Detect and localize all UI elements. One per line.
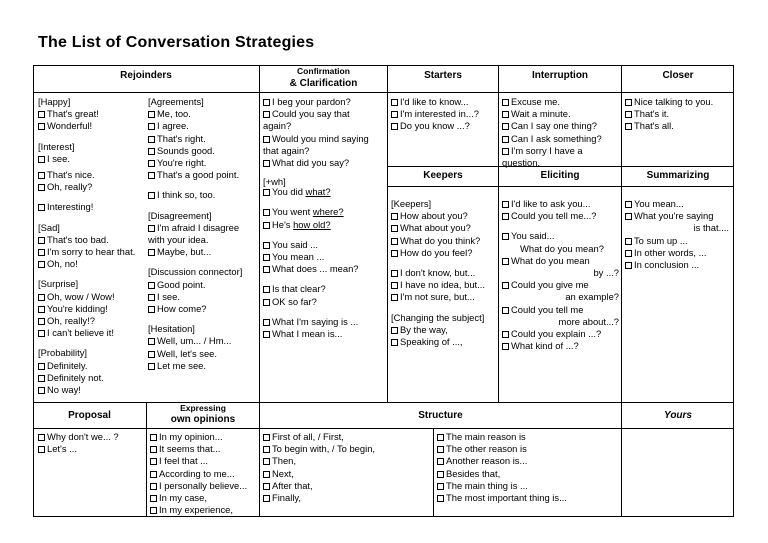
checkbox-icon [625,201,632,208]
list-item: Wonderful! [38,120,135,132]
list-item: He's how old? [263,219,385,231]
list-item: Could you say that [263,108,385,120]
list-item: I see. [38,153,135,165]
checkbox-icon [391,250,398,257]
list-item: Oh, really? [38,181,135,193]
header-divider [33,92,734,93]
list-item: In my case, [150,492,247,504]
list-item: Good point. [148,279,256,291]
list-item: Well, um... / Hm... [148,335,256,347]
list-item: That's right. [148,133,256,145]
list-item-continued: What do you mean? [520,242,604,254]
list-item: Next, [263,468,375,480]
page-title: The List of Conversation Strategies [38,34,315,51]
checkbox-icon [263,299,270,306]
list-item: No way! [38,384,135,396]
checkbox-icon [502,136,509,143]
list-item: I agree. [148,120,256,132]
mid-divider-right-2 [387,186,734,187]
starters-column [391,96,479,133]
summarizing-column [625,198,729,271]
list-item: You're kidding! [38,303,135,315]
interruption-column [502,96,602,169]
checkbox-icon [391,225,398,232]
list-item: Could you tell me [502,304,619,316]
list-item: I'm sorry to hear that. [38,246,135,258]
list-item: Nice talking to you. [625,96,713,108]
checkbox-icon [263,434,270,441]
list-item: Me, too. [148,108,256,120]
header-starters: Starters [424,70,462,81]
category-label: [Changing the subject] [391,311,485,323]
checkbox-icon [148,192,155,199]
list-item: You're right. [148,157,256,169]
list-item: Maybe, but... [148,246,256,258]
list-item: You went where? [263,206,385,218]
proposal-column [38,431,119,455]
checkbox-icon [263,319,270,326]
category-label: [Interest] [38,140,75,152]
checkbox-icon [391,327,398,334]
header-structure: Structure [418,410,463,421]
list-item: Excuse me. [502,96,602,108]
list-item: I personally believe... [150,480,247,492]
checkbox-icon [625,262,632,269]
checkbox-icon [263,222,270,229]
list-item: What did you say? [263,157,385,169]
category-label: [Keepers] [391,198,432,209]
checkbox-icon [38,318,45,325]
list-item: That's all. [625,120,713,132]
header-keepers: Keepers [423,170,463,181]
col-divider-4 [621,65,622,517]
list-item: Speaking of ..., [391,336,485,348]
checkbox-icon [502,331,509,338]
checkbox-icon [625,213,632,220]
checkbox-icon [502,282,509,289]
list-item: How come? [148,303,256,315]
checkbox-icon [38,306,45,313]
checkbox-icon [437,471,444,478]
checkbox-icon [391,294,398,301]
closer-column [625,96,713,133]
checkbox-icon [38,446,45,453]
checkbox-icon [38,375,45,382]
checkbox-icon [148,148,155,155]
checkbox-icon [502,307,509,314]
checkbox-icon [148,160,155,167]
list-item-continued: again? [263,120,292,132]
checkbox-icon [263,446,270,453]
list-item: In conclusion ... [625,259,729,271]
checkbox-icon [391,270,398,277]
header-expressing-2: own opinions [170,414,236,425]
checkbox-icon [38,387,45,394]
list-item: Do you know ...? [391,120,479,132]
list-item: I feel that ... [150,455,247,467]
list-item: I'd like to ask you... [502,198,619,210]
col-divider-structure [433,428,434,517]
checkbox-icon [502,258,509,265]
checkbox-icon [502,99,509,106]
checkbox-icon [150,507,157,514]
list-item: Definitely. [38,360,135,372]
list-item: You said ... [263,239,385,251]
header-confirmation-1: Confirmation [297,66,350,76]
list-item: Can I ask something? [502,133,602,145]
list-item: Another reason is... [437,455,567,467]
checkbox-icon [263,242,270,249]
list-item: Let's ... [38,443,119,455]
checkbox-icon [391,282,398,289]
checkbox-icon [502,213,509,220]
checkbox-icon [150,434,157,441]
list-item: How about you? [391,210,485,222]
header-yours: Yours [664,410,692,421]
checkbox-icon [263,483,270,490]
checkbox-icon [391,238,398,245]
checkbox-icon [263,458,270,465]
checkbox-icon [391,99,398,106]
category-label: [Sad] [38,221,60,233]
checkbox-icon [38,294,45,301]
checkbox-icon [148,282,155,289]
checkbox-icon [148,294,155,301]
list-item-continued: an example? [565,291,619,303]
checkbox-icon [437,458,444,465]
checkbox-icon [148,123,155,130]
list-item: To sum up ... [625,235,729,247]
header-confirmation-2: & Clarification [289,78,358,89]
checkbox-icon [148,351,155,358]
list-item: What do you think? [391,235,485,247]
list-item: I can't believe it! [38,327,135,339]
list-item: I'm afraid I disagree [148,222,256,234]
list-item: I don't know, but... [391,267,485,279]
checkbox-icon [625,111,632,118]
list-item: What you're saying [625,210,729,222]
list-item: Well, let's see. [148,348,256,360]
col-divider-3 [498,65,499,402]
checkbox-icon [263,286,270,293]
opinions-column [150,431,247,516]
checkbox-icon [38,434,45,441]
list-item: I'm interested in...? [391,108,479,120]
list-item: Oh, no! [38,258,135,270]
list-item: Could you explain ...? [502,328,619,340]
list-item-continued: question. [502,157,541,169]
checkbox-icon [38,363,45,370]
list-item: According to me... [150,468,247,480]
checkbox-icon [38,123,45,130]
checkbox-icon [437,446,444,453]
list-item: That's too bad. [38,234,135,246]
checkbox-icon [263,254,270,261]
list-item: I'd like to know... [391,96,479,108]
header-eliciting: Eliciting [540,170,580,181]
list-item: I see. [148,291,256,303]
list-item: I'm sorry I have a [502,145,602,157]
checkbox-icon [391,111,398,118]
list-item: Interesting! [38,201,135,213]
list-item: The main thing is ... [437,480,567,492]
checkbox-icon [625,123,632,130]
bottom-header-divider [33,428,734,429]
category-label: [Hesitation] [148,323,195,335]
list-item: What does ... mean? [263,263,385,275]
list-item: Besides that, [437,468,567,480]
checkbox-icon [502,148,509,155]
checkbox-icon [625,250,632,257]
list-item: The main reason is [437,431,567,443]
checkbox-icon [148,111,155,118]
checkbox-icon [391,123,398,130]
list-item: You mean ... [263,251,385,263]
checkbox-icon [391,213,398,220]
structure-right-column [437,431,567,504]
checkbox-icon [38,330,45,337]
header-proposal: Proposal [68,410,111,421]
checkbox-icon [148,306,155,313]
category-label: [Happy] [38,96,71,107]
header-closer: Closer [662,70,694,81]
checkbox-icon [148,338,155,345]
list-item: What do you mean [502,255,619,267]
list-item: By the way, [391,324,485,336]
checkbox-icon [38,249,45,256]
checkbox-icon [263,160,270,167]
list-item: I think so, too. [148,189,256,201]
list-item: You did what? [263,186,385,198]
checkbox-icon [150,458,157,465]
category-label: [Probability] [38,347,87,359]
checkbox-icon [38,156,45,163]
list-item: Could you tell me...? [502,210,619,222]
list-item: Definitely not. [38,372,135,384]
list-item: In my experience, [150,504,247,516]
eliciting-column [502,198,619,352]
list-item: That's it. [625,108,713,120]
list-item: Would you mind saying [263,133,385,145]
checkbox-icon [263,331,270,338]
category-label: [Agreements] [148,96,204,107]
list-item: Why don't we... ? [38,431,119,443]
category-label: [+wh] [263,176,286,188]
list-item: To begin with, / To begin, [263,443,375,455]
checkbox-icon [502,343,509,350]
list-item: That's a good point. [148,169,256,181]
list-item: I'm not sure, but... [391,291,485,303]
checkbox-icon [437,434,444,441]
list-item: How do you feel? [391,247,485,259]
structure-left-column [263,431,375,504]
header-summarizing: Summarizing [646,170,710,181]
list-item: Then, [263,455,375,467]
list-item-continued: more about...? [558,315,619,327]
list-item: After that, [263,480,375,492]
checkbox-icon [502,111,509,118]
checkbox-icon [391,339,398,346]
list-item: The other reason is [437,443,567,455]
list-item: First of all, / First, [263,431,375,443]
checkbox-icon [502,123,509,130]
rejoinders-left-column [38,96,135,396]
checkbox-icon [148,225,155,232]
list-item: You mean... [625,198,729,210]
checkbox-icon [263,495,270,502]
checkbox-icon [502,233,509,240]
header-rejoinders: Rejoinders [120,70,172,81]
checkbox-icon [502,201,509,208]
list-item: What I'm saying is ... [263,316,385,328]
header-interruption: Interruption [531,70,589,81]
list-item: What kind of ...? [502,340,619,352]
checkbox-icon [148,136,155,143]
keepers-column [391,198,485,348]
list-item: You said... [502,230,619,242]
list-item: In my opinion... [150,431,247,443]
list-item-continued: that again? [263,144,310,156]
checkbox-icon [150,483,157,490]
checkbox-icon [38,237,45,244]
checkbox-icon [437,483,444,490]
header-expressing-1: Expressing [180,403,226,413]
list-item: In other words, ... [625,247,729,259]
checkbox-icon [38,184,45,191]
list-item: Is that clear? [263,283,385,295]
checkbox-icon [263,189,270,196]
checkbox-icon [38,172,45,179]
list-item: I have no idea, but... [391,279,485,291]
list-item: OK so far? [263,296,385,308]
checkbox-icon [625,99,632,106]
col-divider-1 [259,65,260,517]
list-item: That's nice. [38,169,135,181]
list-item-continued: with your idea. [148,234,209,246]
checkbox-icon [437,495,444,502]
checkbox-icon [148,249,155,256]
list-item-continued: is that.... [693,222,729,234]
checkbox-icon [150,446,157,453]
checkbox-icon [150,471,157,478]
list-item: Let me see. [148,360,256,372]
checkbox-icon [263,209,270,216]
checkbox-icon [263,111,270,118]
checkbox-icon [148,172,155,179]
list-item: Finally, [263,492,375,504]
list-item: It seems that... [150,443,247,455]
list-item: That's great! [38,108,135,120]
rejoinders-right-column [148,96,256,372]
checkbox-icon [263,471,270,478]
confirmation-column [263,96,385,340]
list-item: Could you give me [502,279,619,291]
list-item: Oh, wow / Wow! [38,291,135,303]
checkbox-icon [38,111,45,118]
category-label: [Discussion connector] [148,266,243,278]
checkbox-icon [263,266,270,273]
checkbox-icon [625,238,632,245]
list-item: Can I say one thing? [502,120,602,132]
list-item: What about you? [391,222,485,234]
col-divider-2 [387,65,388,402]
list-item: Wait a minute. [502,108,602,120]
category-label: [Surprise] [38,278,79,290]
list-item: I beg your pardon? [263,96,385,108]
checkbox-icon [38,204,45,211]
list-item-continued: by ...? [593,267,619,279]
checkbox-icon [148,363,155,370]
checkbox-icon [38,261,45,268]
list-item: The most important thing is... [437,492,567,504]
checkbox-icon [263,136,270,143]
checkbox-icon [263,99,270,106]
category-label: [Disagreement] [148,209,212,221]
checkbox-icon [150,495,157,502]
list-item: What I mean is... [263,328,385,340]
list-item: Oh, really!? [38,315,135,327]
bottom-divider [33,402,734,403]
list-item: Sounds good. [148,145,256,157]
